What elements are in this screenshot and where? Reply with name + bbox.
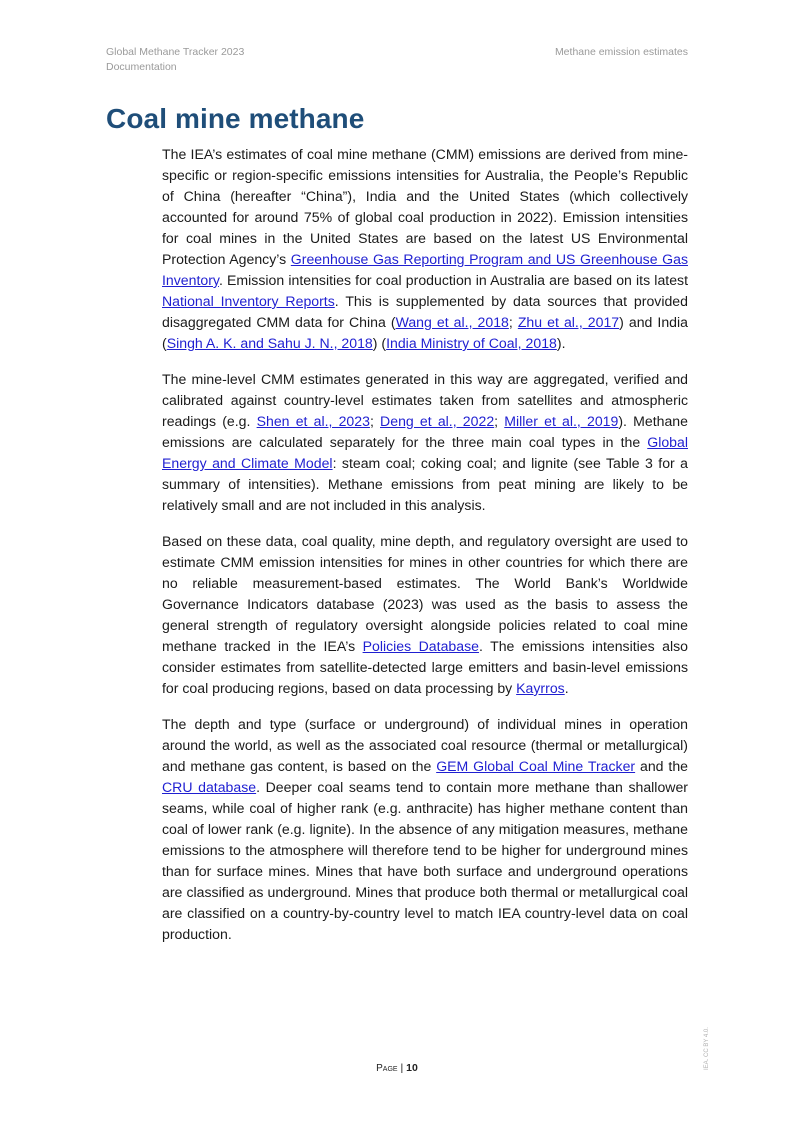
text-run: ). [556,335,566,351]
header-document-subtitle: Documentation [106,61,177,73]
paragraph-2 [162,369,688,516]
link-kayrros[interactable]: Kayrros [516,680,565,696]
link-deng-2022[interactable]: Deng et al., 2022 [380,413,495,429]
link-policies-database[interactable]: Policies Database [362,638,479,654]
paragraph-1 [162,144,688,354]
header-document-title: Global Methane Tracker 2023 [106,46,245,58]
text-run: and the [635,758,688,774]
text-run: ; [494,413,505,429]
page-label: Page [376,1063,398,1074]
license-notice: IEA. CC BY 4.0. [704,1027,710,1070]
link-cru-database[interactable]: CRU database [162,779,257,795]
link-zhu-2017[interactable]: Zhu et al., 2017 [517,314,620,330]
header-left [106,45,244,75]
paragraph-3 [162,531,688,699]
text-run: ; [369,413,381,429]
text-run: The depth and type (surface or underground) of individual mines in operation around the world, as well as the associated coal resource (thermal or metallurgical) and methane gas content, is based on the [162,716,688,774]
paragraph-4 [162,714,688,945]
text-run: . This is supplemented by data sources that provided disaggregated CMM data for China ( [162,293,688,330]
link-india-ministry-coal-2018[interactable]: India Ministry of Coal, 2018 [386,335,557,351]
text-run: . Emission intensities for coal production in Australia are based on its latest [218,272,688,288]
link-ghgrp-inventory[interactable]: Greenhouse Gas Reporting Program and US Greenhouse Gas Inventory [162,251,688,288]
page-separator: | [397,1062,407,1074]
text-run: ) ( [372,335,387,351]
body-text [162,144,688,960]
link-global-energy-climate-model[interactable]: Global Energy and Climate Model [162,434,688,471]
text-run: Based on these data, coal quality, mine depth, and regulatory oversight are used to estimate CMM emission intensities for mines in other countries for which there are no reliable measurement-based estimates. The World Bank’s Worldwide Governance Indicators database (2023) was used as the basis to assess the general strength of regulatory oversight alongside policies related to coal mine methane tracked in the IEA’s [162,533,688,654]
text-run: : steam coal; coking coal; and lignite (see Table 3 for a summary of intensities). Methane emissions from peat mining are likely to be relatively small and are not included in this analysis. [162,455,689,513]
header-section-title: Methane emission estimates [554,46,688,58]
text-run: . The emissions intensities also consider estimates from satellite-detected large emitters and basin-level emissions for coal producing regions, based on data processing by [162,638,688,696]
page-number: 10 [406,1062,418,1074]
page-footer [0,1062,794,1074]
link-wang-2018[interactable]: Wang et al., 2018 [395,314,509,330]
link-gem-coal-mine-tracker[interactable]: GEM Global Coal Mine Tracker [436,758,636,774]
text-run: . [564,680,569,696]
link-miller-2019[interactable]: Miller et al., 2019 [504,413,619,429]
page-title: Coal mine methane [106,103,365,134]
link-singh-sahu-2018[interactable]: Singh A. K. and Sahu J. N., 2018 [166,335,373,351]
text-run: ) and India ( [162,314,688,351]
text-run: ). Methane emissions are calculated separately for the three main coal types in the [162,413,688,450]
text-run: The mine-level CMM estimates generated in this way are aggregated, verified and calibrated against country-level estimates taken from satellites and atmospheric readings (e.g. [162,371,688,429]
text-run: The IEA’s estimates of coal mine methane (CMM) emissions are derived from mine-specific or region-specific emissions intensities for Australia, the People’s Republic of China (hereafter “China”), India and the United States (which collectively accounted for around 75% of global coal production in 2022). Emission intensities for coal mines in the United States are based on the latest US Environmental Protection Agency’s [162,146,688,267]
link-shen-2023[interactable]: Shen et al., 2023 [256,413,370,429]
text-run: . Deeper coal seams tend to contain more methane than shallower seams, while coal of higher rank (e.g. anthracite) has higher methane content than coal of lower rank (e.g. lignite). In the absence of any mitigation measures, methane emissions to the atmosphere will therefore tend to be higher for underground mines than for surface mines. Mines that have both surface and underground operations are classified as underground. Mines that produce both thermal or metallurgical coal are classified on a country-by-country level to match IEA country-level data on coal production. [162,779,688,942]
text-run: ; [508,314,518,330]
link-national-inventory-reports[interactable]: National Inventory Reports [162,293,335,309]
